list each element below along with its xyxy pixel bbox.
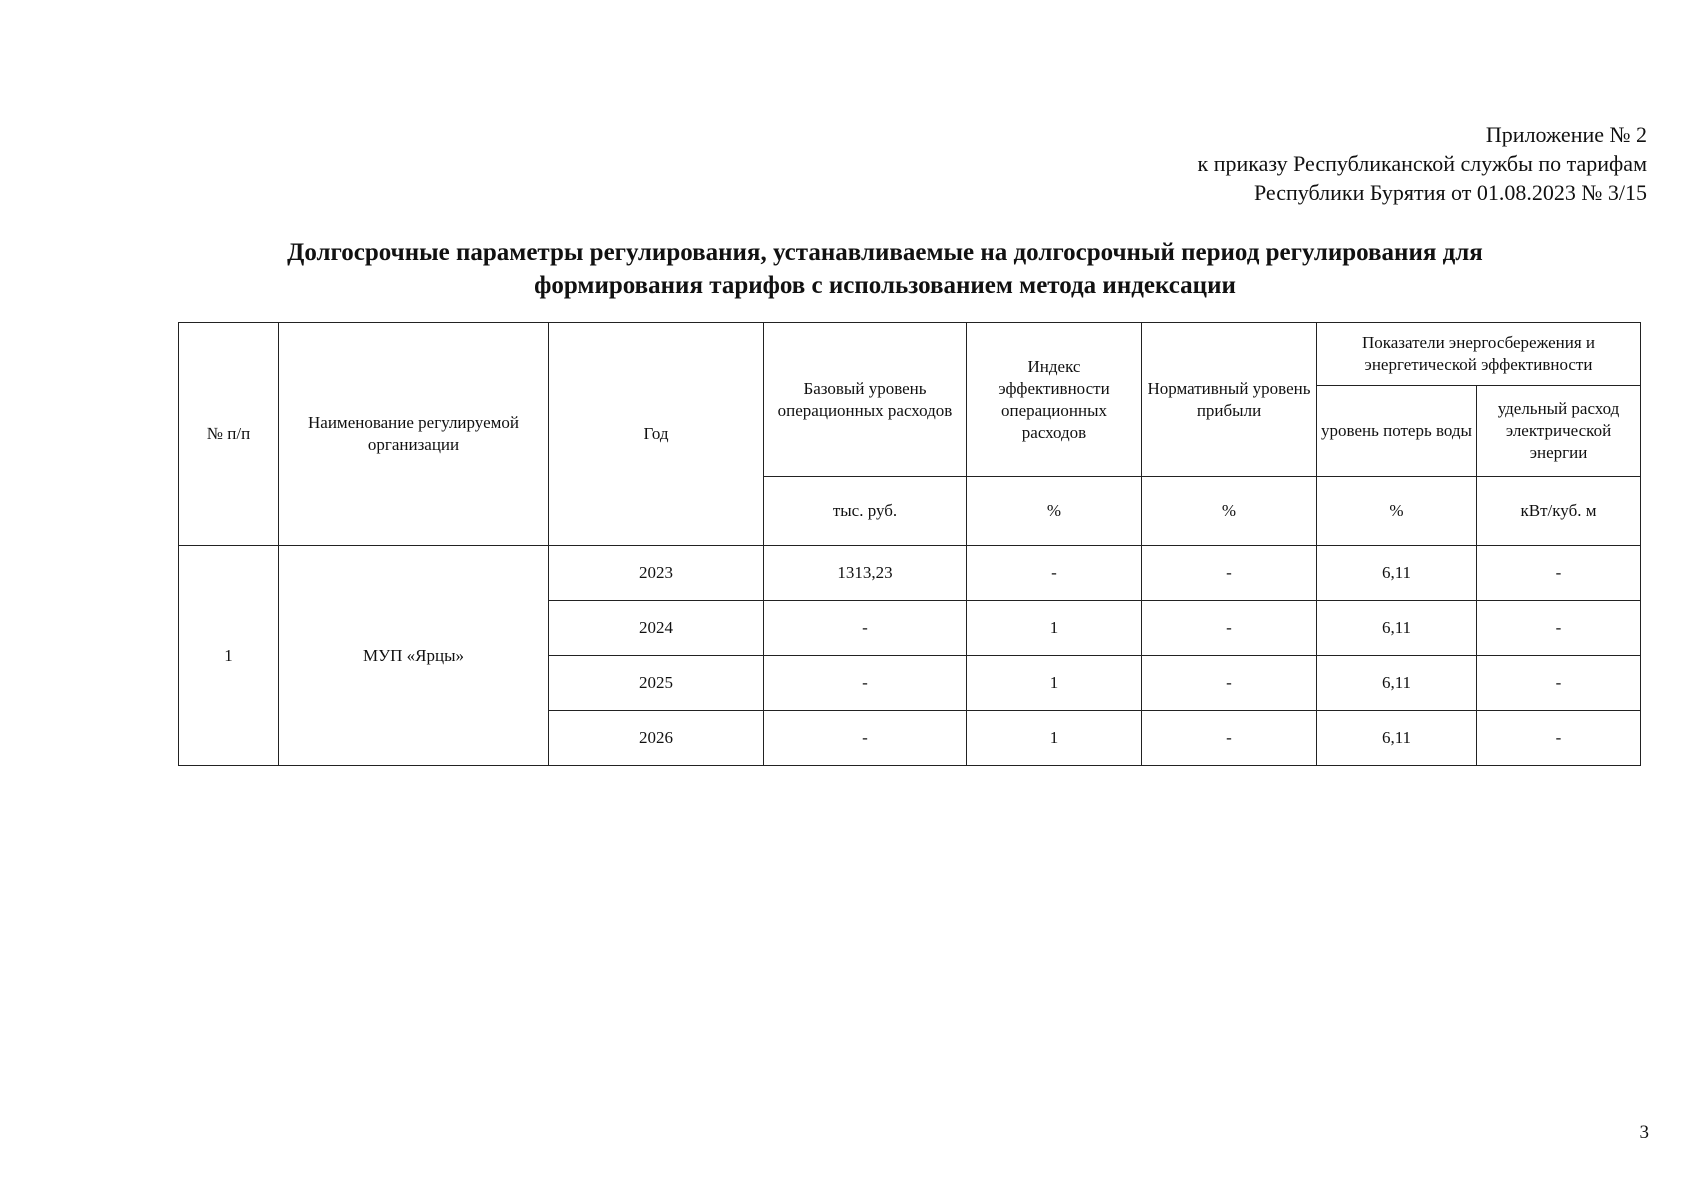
header-water-loss: уровень потерь воды (1317, 386, 1477, 477)
cell-profit: - (1142, 546, 1317, 601)
header-electricity: удельный расход электрической энергии (1477, 386, 1641, 477)
cell-profit: - (1142, 711, 1317, 766)
title-line: формирования тарифов с использованием метода индексации (534, 272, 1236, 299)
header-eff-index: Индекс эффективности операционных расходов (967, 323, 1142, 477)
cell-profit: - (1142, 601, 1317, 656)
table-row (179, 546, 1641, 601)
cell-water-loss: 6,11 (1317, 601, 1477, 656)
cell-eff-index: 1 (967, 656, 1142, 711)
header-profit: Нормативный уровень прибыли (1142, 323, 1317, 477)
cell-electricity: - (1477, 601, 1641, 656)
cell-base-opex: - (764, 656, 967, 711)
header-num: № п/п (179, 323, 279, 546)
cell-base-opex: - (764, 711, 967, 766)
title-line: Долгосрочные параметры регулирования, устанавливаемые на долгосрочный период регулирования для (287, 239, 1483, 266)
appendix-header (1198, 120, 1647, 207)
cell-water-loss: 6,11 (1317, 546, 1477, 601)
cell-base-opex: - (764, 601, 967, 656)
header-row (179, 323, 1641, 386)
cell-eff-index: - (967, 546, 1142, 601)
cell-water-loss: 6,11 (1317, 656, 1477, 711)
parameters-table (178, 322, 1641, 766)
unit-profit: % (1142, 477, 1317, 546)
appendix-line: Приложение № 2 (1485, 122, 1647, 147)
unit-base-opex: тыс. руб. (764, 477, 967, 546)
cell-year: 2024 (549, 601, 764, 656)
header-year: Год (549, 323, 764, 546)
cell-electricity: - (1477, 656, 1641, 711)
cell-year: 2023 (549, 546, 764, 601)
header-org: Наименование регулируемой организации (279, 323, 549, 546)
cell-electricity: - (1477, 546, 1641, 601)
cell-electricity: - (1477, 711, 1641, 766)
cell-water-loss: 6,11 (1317, 711, 1477, 766)
document-title (150, 236, 1620, 302)
page-number: 3 (1639, 1122, 1649, 1143)
unit-eff-index: % (967, 477, 1142, 546)
org-name: МУП «Ярцы» (279, 546, 549, 766)
org-number: 1 (179, 546, 279, 766)
unit-water-loss: % (1317, 477, 1477, 546)
unit-electricity: кВт/куб. м (1477, 477, 1641, 546)
cell-year: 2025 (549, 656, 764, 711)
header-energy-group: Показатели энергосбережения и энергетической эффективности (1317, 323, 1641, 386)
header-base-opex: Базовый уровень операционных расходов (764, 323, 967, 477)
cell-eff-index: 1 (967, 601, 1142, 656)
cell-base-opex: 1313,23 (764, 546, 967, 601)
cell-profit: - (1142, 656, 1317, 711)
cell-year: 2026 (549, 711, 764, 766)
appendix-line: к приказу Республиканской службы по тарифам (1197, 151, 1647, 176)
cell-eff-index: 1 (967, 711, 1142, 766)
appendix-line: Республики Бурятия от 01.08.2023 № 3/15 (1253, 180, 1647, 205)
